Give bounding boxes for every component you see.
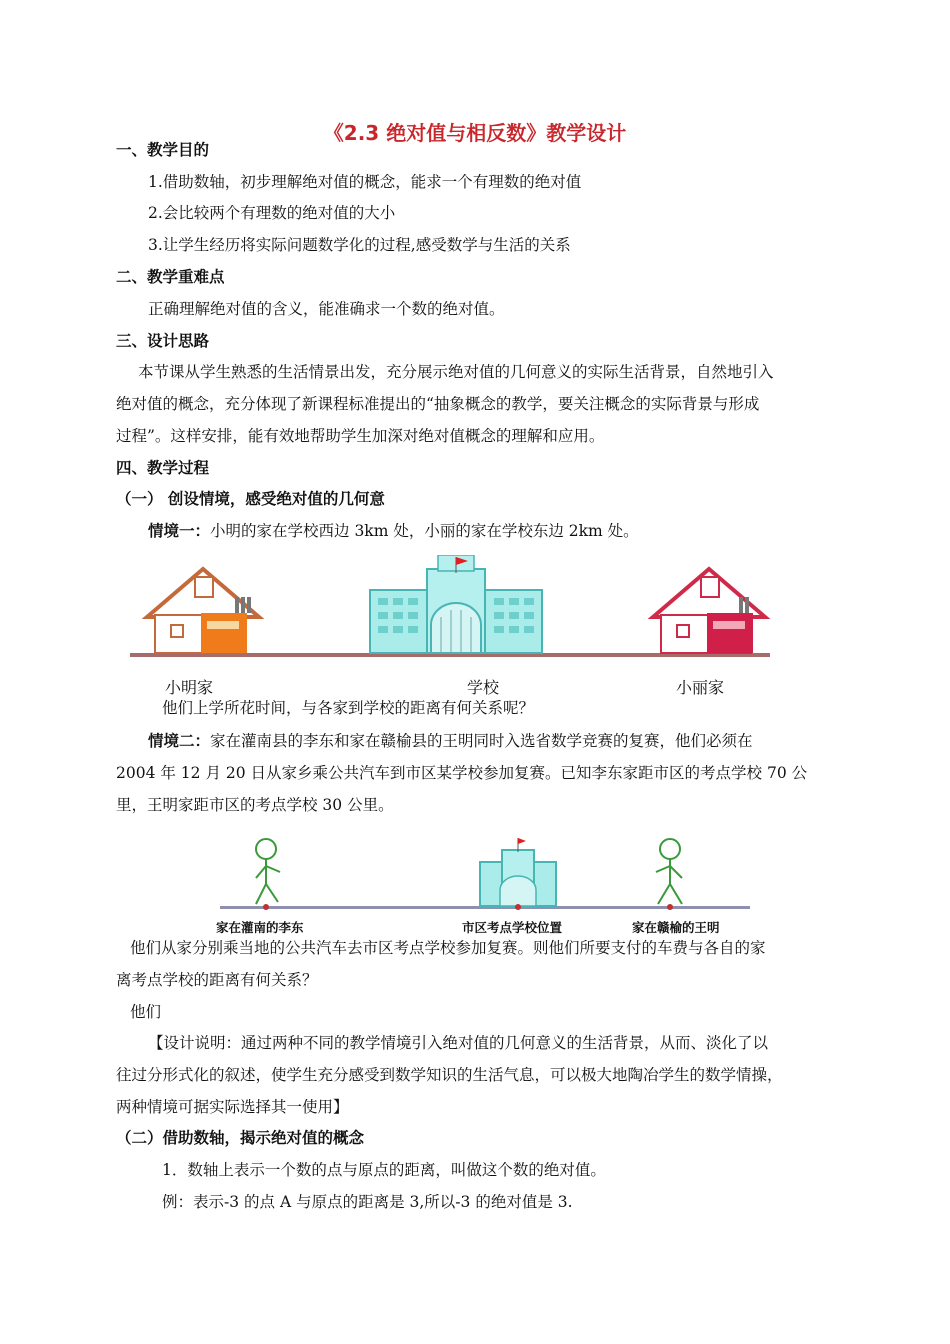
definition-text: 1．数轴上表示一个数的点与原点的距离，叫做这个数的绝对值。	[162, 1161, 606, 1179]
scenario-2-line: 2004 年 12 月 20 日从家乡乘公共汽车到市区某学校参加复赛。已知李东家距市区的考点学校 70 公	[116, 764, 808, 782]
scenario-1	[148, 521, 639, 541]
figure1-label-left: 小明家	[165, 678, 214, 697]
scenario-2-line: 里，王明家距市区的考点学校 30 公里。	[116, 796, 394, 814]
design-idea-line: 本节课从学生熟悉的生活情景出发，充分展示绝对值的几何意义的实际生活背景，自然地引入	[138, 363, 774, 381]
figure2-label-right: 家在赣榆的王明	[632, 920, 720, 935]
they-text: 他们	[130, 1003, 162, 1021]
scenario-1-label: 情境一：	[148, 522, 211, 540]
section-heading-process: 四、教学过程	[116, 459, 210, 477]
objective-item: 2.会比较两个有理数的绝对值的大小	[148, 204, 396, 222]
objective-item: 1.借助数轴，初步理解绝对值的概念，能求一个有理数的绝对值	[148, 173, 582, 191]
wangming-figure-icon	[656, 839, 682, 904]
figure-houses-school	[125, 555, 775, 667]
figure1-label-right: 小丽家	[676, 678, 725, 697]
design-note-line: 两种情境可据实际选择其一使用】	[116, 1098, 349, 1116]
school-building-icon	[370, 555, 542, 653]
section-heading-design-idea: 三、设计思路	[116, 332, 210, 350]
figure-students-school	[200, 832, 760, 914]
xiaoli-house-icon	[653, 569, 765, 653]
scenario-1-text: 小明的家在学校西边 3km 处，小丽的家在学校东边 2km 处。	[210, 522, 639, 540]
scenario-2-label: 情境二：	[148, 732, 211, 750]
section-heading-objectives: 一、教学目的	[116, 141, 210, 159]
question-1: 他们上学所花时间，与各家到学校的距离有何关系呢？	[162, 699, 535, 717]
design-note-line: 往过分形式化的叙述，使学生充分感受到数学知识的生活气息，可以极大地陶冶学生的数学情操，	[116, 1066, 783, 1084]
key-points-text: 正确理解绝对值的含义，能准确求一个数的绝对值。	[148, 300, 505, 318]
design-note-line: 【设计说明：通过两种不同的教学情境引入绝对值的几何意义的生活背景，从而、淡化了以	[148, 1034, 769, 1052]
figure2-label-left: 家在灌南的李东	[216, 920, 304, 935]
design-idea-line: 绝对值的概念，充分体现了新课程标准提出的“抽象概念的教学，要关注概念的实际背景与形成	[116, 395, 760, 413]
section-heading-key-points: 二、教学重难点	[116, 268, 225, 286]
figure2-label-mid: 市区考点学校位置	[462, 920, 563, 935]
school-building-small-icon	[480, 838, 556, 906]
design-idea-line: 过程”。这样安排，能有效地帮助学生加深对绝对值概念的理解和应用。	[116, 427, 605, 445]
question-2-line: 离考点学校的距离有何关系？	[116, 971, 318, 989]
xiaoming-house-icon	[147, 569, 259, 653]
subsection-heading-1: （一） 创设情境，感受绝对值的几何意	[116, 490, 385, 508]
lidong-figure-icon	[256, 839, 280, 904]
objective-item: 3.让学生经历将实际问题数学化的过程,感受数学与生活的关系	[148, 236, 571, 254]
figure1-label-mid: 学校	[467, 678, 500, 697]
document-title: 《2.3 绝对值与相反数》教学设计	[323, 121, 627, 145]
example-text: 例：表示-3 的点 A 与原点的距离是 3,所以-3 的绝对值是 3.	[162, 1193, 573, 1211]
scenario-2-text: 家在灌南县的李东和家在赣榆县的王明同时入选省数学竞赛的复赛，他们必须在	[210, 732, 753, 750]
question-2-line: 他们从家分别乘当地的公共汽车去市区考点学校参加复赛。则他们所要支付的车费与各自的家	[130, 939, 766, 957]
scenario-2	[148, 731, 753, 751]
subsection-heading-2: （二）借助数轴，揭示绝对值的概念	[116, 1129, 365, 1147]
